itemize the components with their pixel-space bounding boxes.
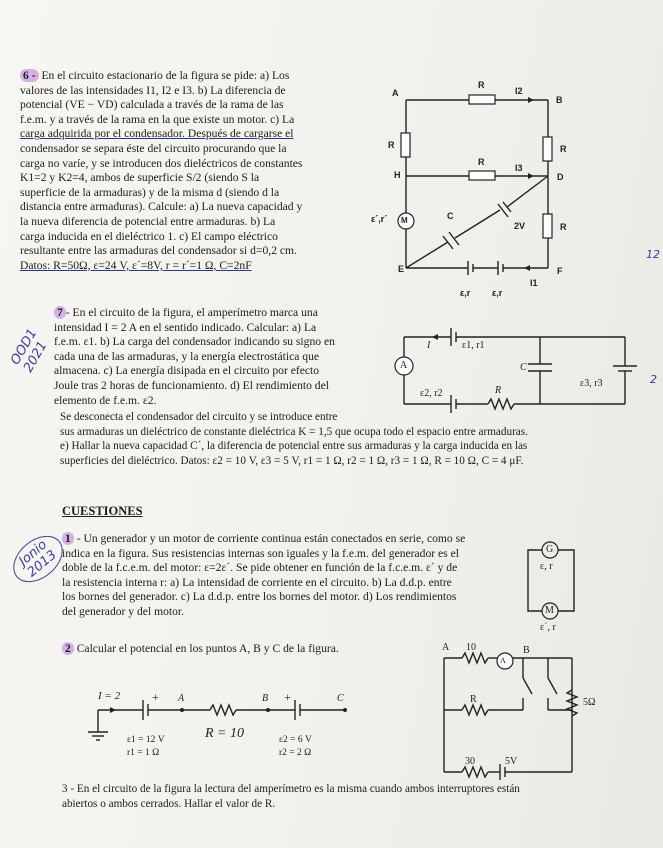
point-A: A: [178, 693, 185, 704]
resistor-R-label: R: [495, 385, 502, 396]
question-1-number: 1: [62, 532, 74, 545]
r1-q2: r1 = 1 Ω: [127, 748, 160, 758]
handwritten-note-jonio: Jonio 2013: [4, 526, 71, 591]
source-2v-label: 2V: [514, 221, 526, 231]
generator-G: G: [546, 544, 554, 555]
res-right-top-label: R: [560, 144, 567, 154]
res-left-label: R: [388, 140, 395, 150]
res-right-bottom-label: R: [560, 222, 567, 232]
handwritten-note-2021: OOD1 2021: [8, 326, 51, 375]
problem-6-number: 6 -: [20, 69, 39, 82]
resistor-5: 5Ω: [583, 697, 596, 708]
res-top-label: R: [478, 80, 485, 90]
point-B: B: [262, 693, 269, 704]
margin-mark-2: 2: [650, 373, 657, 386]
point-B-q3: B: [523, 645, 530, 656]
current-label: I: [427, 340, 431, 351]
problem-7-continuation: Se desconecta el condensador del circuito y se introduce entre sus armaduras un dieléctrico de constante dieléctrica K = 1,5 que ocupa todo el espacio entre armaduras. e) Hallar la nueva capacidad C´, la diferencia de potencial entre sus armaduras y la carga inducida en las superficies del dieléctrico. Datos: ε2 = 10 V, ε3 = 5 V, r1 = 1 Ω, r2 = 1 Ω, r3 = 1 Ω, R = 10 Ω, C = 4 μF.: [60, 411, 528, 467]
current-I3: I3: [515, 163, 523, 173]
emf2-q2: ε2 = 6 V: [279, 735, 312, 745]
emf1-q2: ε1 = 12 V: [127, 735, 165, 745]
node-E: E: [398, 264, 405, 274]
current-I1: I1: [530, 278, 538, 288]
emf1-label: ε1, r1: [462, 340, 485, 351]
node-D: D: [557, 172, 564, 182]
capacitor-C-label: C: [520, 362, 527, 373]
question-2-text: 2 Calcular el potencial en los puntos A, B y C de la figura.: [62, 642, 432, 657]
problem-7-number: 7: [54, 306, 66, 319]
battery-2-label: ε,r: [492, 288, 503, 298]
node-F: F: [557, 266, 563, 276]
resistor-R-q2: R = 10: [205, 726, 244, 741]
res-mid-label: R: [478, 157, 485, 167]
point-A-q3: A: [442, 642, 450, 653]
motor-label-q1: ε´, r: [540, 622, 556, 633]
source-5v: 5V: [505, 756, 518, 767]
ammeter-q3: A: [500, 656, 506, 665]
motor-M-q1: M: [545, 605, 554, 616]
battery-1-label: ε,r: [460, 288, 471, 298]
emf2-label: ε2, r2: [420, 388, 443, 399]
problem-6-text: 6 - En el circuito estacionario de la figura se pide: a) Los valores de las intensidades I1, I2 e I3. b) La diferencia de potencial (VE − VD) calculada a través de la rama de las f.e.m. y a través de la rama en la que existe un motor. c) La carga adquirida por el condensador. Después de cargarse el condensador se separa éste del circuito procurando que la carga no varíe, y se introducen dos dieléctricos de constantes K1=2 y K2=4, ambos de superficie S/2 (siendo S la superficie de la armaduras) y de la misma d (siendo d la distancia entre armaduras). Calcule: a) La nueva capacidad y la nueva diferencia de potencial entre armaduras. b) La carga inducida en el dieléctrico 1. c) El campo eléctrico resultante entre las armaduras del condensador si d=0,2 cm. Datos: R=50Ω, ε=24 V, ε´=8V, r = r´=1 Ω, C=2nF: [20, 69, 303, 272]
node-H: H: [394, 170, 401, 180]
ammeter-7: A: [400, 360, 408, 371]
capacitor-label: C: [447, 211, 454, 221]
section-heading-cuestiones: CUESTIONES: [62, 504, 143, 518]
resistor-10: 10: [466, 642, 476, 653]
current-I2: I2: [515, 86, 523, 96]
question-3-text: 3 - En el circuito de la figura la lectura del amperímetro es la misma cuando ambos interruptores están abiertos o ambos cerrados. Hallar el valor de R.: [62, 783, 520, 810]
problem-7-text: 7 - En el circuito de la figura, el amperímetro marca una intensidad I = 2 A en el sentido indicado. Calcular: a) La f.e.m. ε1. b) La carga del condensador indicando su signo en cada una de las armaduras, y la energía electrostática que almacena. c) La energía disipada en el circuito por efecto Joule tras 2 horas de funcionamiento. d) El rendimiento del elemento de f.e.m. ε2.: [54, 306, 335, 407]
resistor-R-q3: R: [470, 694, 477, 705]
node-B: B: [556, 95, 563, 105]
r2-q2: r2 = 2 Ω: [279, 748, 312, 758]
node-A: A: [392, 88, 399, 98]
question-2-number: 2: [62, 642, 74, 655]
motor-label: ε´,r´: [371, 214, 388, 224]
motor-M: M: [401, 216, 408, 225]
generator-label: ε, r: [540, 561, 553, 572]
current-I-q2: I = 2: [98, 690, 121, 702]
margin-mark-12: 12: [646, 248, 660, 261]
emf3-label: ε3, r3: [580, 378, 603, 389]
point-C: C: [337, 693, 344, 704]
plus-1: +: [152, 690, 159, 704]
plus-2: +: [284, 690, 291, 704]
resistor-30: 30: [465, 756, 475, 767]
question-1-text: 1 - Un generador y un motor de corriente continua están conectados en serie, como se indica en la figura. Sus resistencias internas son iguales y la f.e.m. del generador es el doble de la f.c.e.m. del motor: ε=2ε´. Se pide obtener en función de la f.c.e.m. ε´ y de la resistencia interna r: a) La intensidad de corriente en el circuito. b) La d.d.p. entre los bornes del generador. c) La d.d.p. entre los bornes del motor. d) Los rendimientos del generador y del motor.: [62, 532, 466, 618]
